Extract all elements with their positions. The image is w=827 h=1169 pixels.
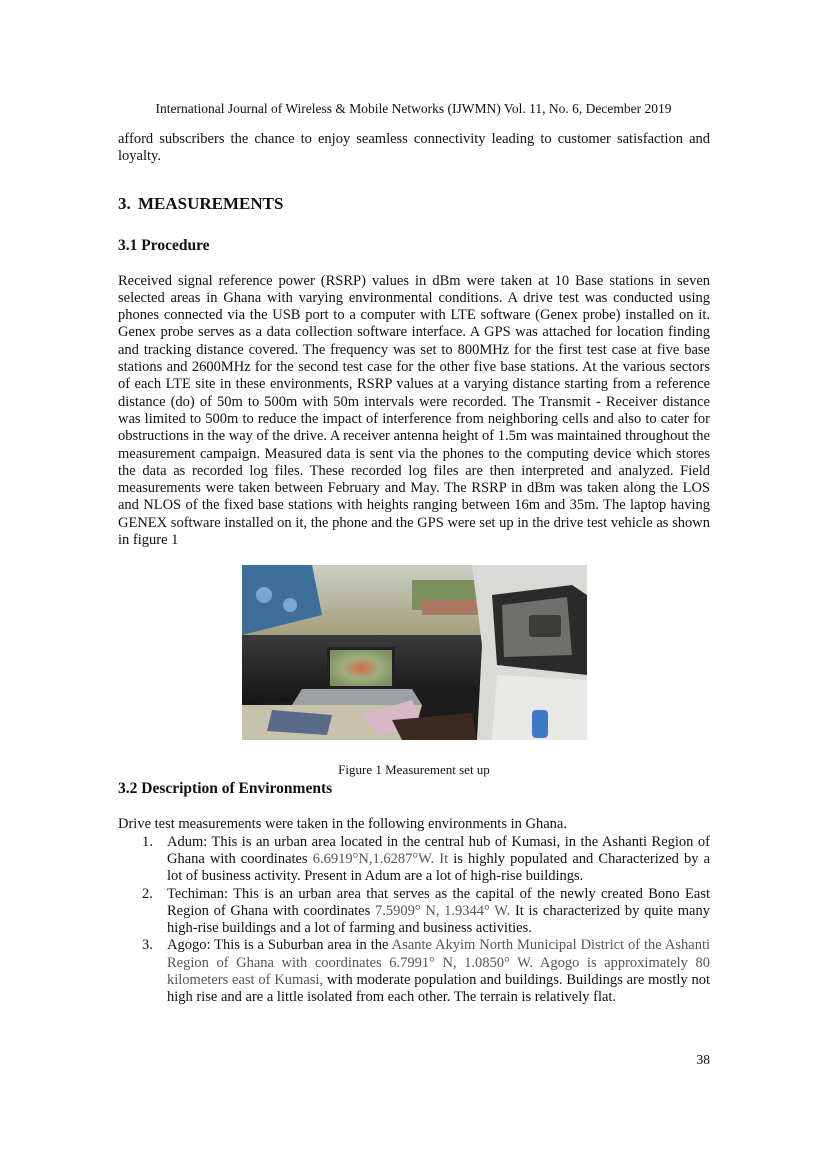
list-item-text: Agogo: This is a Suburban area in the	[167, 937, 392, 954]
list-item-number: 3.	[142, 937, 153, 954]
environments-list	[118, 834, 710, 1007]
list-item	[118, 834, 710, 886]
location-details: Asante Akyim North Municipal District of the Ashanti Region of Ghana with coordinates 6.7991° N, 1.0850° W. Agogo is approximately 80 kilometers east of Kumasi,	[167, 937, 711, 989]
coordinates: 7.5909° N, 1.9344° W.	[374, 902, 511, 919]
list-item-text: Adum: This is an urban area located in the central hub of Kumasi, in the Ashanti Region of Ghana with coordinates	[167, 833, 710, 867]
list-item-text: Techiman: This is an urban area that serves as the capital of the newly created Bono East Region of Ghana with coordinates	[167, 885, 710, 919]
section-heading	[118, 194, 710, 214]
list-item	[118, 886, 710, 938]
list-item-text: with moderate population and buildings. Buildings are mostly not high rise and are a little isolated from each other. The terrain is relatively flat.	[167, 972, 711, 1006]
list-item-text: is highly populated and Characterized by a lot of business activity. Present in Adum are a lot of high-rise buildings.	[167, 850, 711, 885]
environments-intro: Drive test measurements were taken in the following environments in Ghana.	[118, 816, 567, 833]
continuation-paragraph: afford subscribers the chance to enjoy seamless connectivity leading to customer satisfaction and loyalty.	[118, 131, 710, 165]
list-item-number: 1.	[142, 833, 153, 850]
procedure-paragraph: Received signal reference power (RSRP) values in dBm were taken at 10 Base stations in seven selected areas in Ghana with varying environmental conditions. A drive test was conducted using phones connected via the USB port to a computer with LTE software (Genex probe) installed on it. Genex probe serves as a data collection software interface. A GPS was attached for location finding and tracking distance covered. The frequency was set to 800MHz for the first test case at five base stations and 2600MHz for the second test case for the other five base stations. At the various sectors of each LTE site in these environments, RSRP values at a varying distance starting from a reference distance (do) of 50m to 500m with 50m intervals were recorded. The Transmit - Receiver distance was limited to 500m to reduce the impact of interference from neighboring cells and also to cater for obstructions in the way of the drive. A receiver antenna height of 1.5m was maintained throughout the measurement campaign. Measured data is sent via the phones to the computing device which stores the data as recorded log files. These recorded log files are then interpreted and analyzed. Field measurements were taken between February and May. The RSRP in dBm was taken along the LOS and NLOS of the fixed base stations with heights ranging between 16m and 35m. The laptop having GENEX software installed on it, the phone and the GPS were set up in the drive test vehicle as shown in figure 1	[118, 272, 710, 549]
figure-caption: Figure 1 Measurement set up	[338, 762, 490, 778]
section-title-rest: EASUREMENTS	[154, 193, 284, 213]
figure-1	[118, 565, 710, 777]
list-item-number: 2.	[142, 885, 153, 902]
section-number: 3.	[118, 193, 131, 213]
procedure-heading: 3.1 Procedure	[118, 236, 210, 254]
section-title-first-letter: M	[138, 193, 155, 213]
list-item	[118, 937, 710, 1006]
running-header: International Journal of Wireless & Mobile Networks (IJWMN) Vol. 11, No. 6, December 2019	[155, 101, 672, 116]
page-number: 38	[696, 1052, 710, 1067]
car-interior-photo	[242, 565, 587, 740]
page-body	[118, 131, 710, 1007]
list-item-text: It is characterized by quite many high-rise buildings and a lot of farming and business activities.	[167, 902, 710, 937]
environments-heading: 3.2 Description of Environments	[118, 780, 333, 798]
coordinates: 6.6919°N,1.6287°W. It	[312, 850, 449, 867]
